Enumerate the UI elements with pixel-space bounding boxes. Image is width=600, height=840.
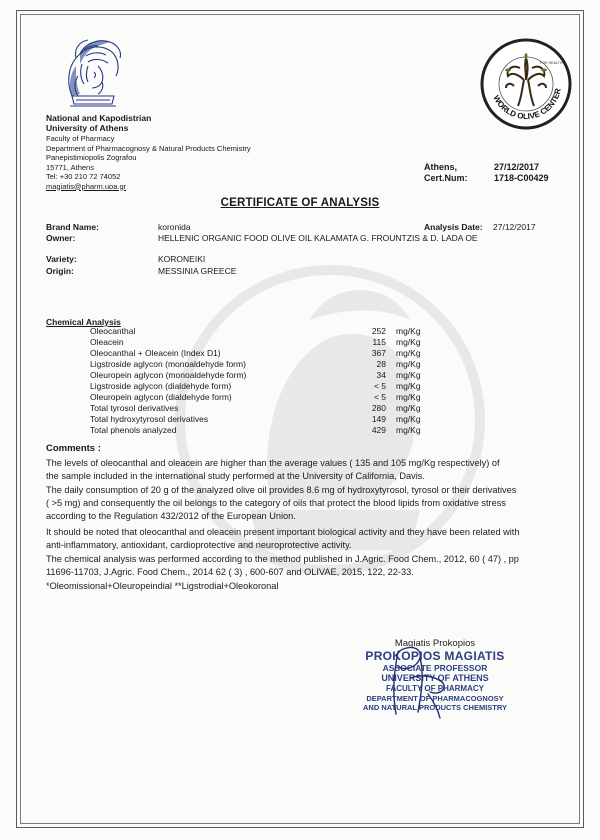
university-name-line2: University of Athens xyxy=(46,123,129,133)
signer-university: UNIVERSITY OF ATHENS xyxy=(381,673,489,683)
certificate-date: 27/12/2017 xyxy=(494,162,540,172)
seal-top-text: FOR HEALTH xyxy=(540,61,563,65)
cert-num-label: Cert.Num: xyxy=(424,173,468,183)
compound-value: 34 xyxy=(376,370,386,380)
cert-num-value: 1718-C00429 xyxy=(494,173,549,183)
chemical-analysis-heading: Chemical Analysis xyxy=(46,317,121,327)
certificate-title: CERTIFICATE OF ANALYSIS xyxy=(220,197,380,209)
signer-title: ASSOCIATE PROFESSOR xyxy=(382,663,488,673)
compound-unit: mg/Kg xyxy=(396,392,421,402)
compound-value: 367 xyxy=(371,348,386,358)
compound-unit: mg/Kg xyxy=(396,381,421,391)
signer-name: PROKOPIOS MAGIATIS xyxy=(365,649,505,663)
comment-line: The levels of oleocanthal and oleacein are higher than the average values ( 135 and 105 mg/Kg respectively) of xyxy=(46,458,500,468)
address-line2: 15771, Athens xyxy=(46,162,94,172)
compound-unit: mg/Kg xyxy=(396,425,421,435)
analysis-date-label: Analysis Date: xyxy=(424,222,483,232)
compound-name: Total hydroxytyrosol derivatives xyxy=(90,414,209,424)
seal-ring-text: WORLD OLIVE CENTER xyxy=(491,87,563,122)
compound-unit: mg/Kg xyxy=(396,326,421,336)
comments-heading: Comments : xyxy=(46,443,101,454)
compound-value: < 5 xyxy=(373,381,386,391)
university-name-line1: National and Kapodistrian xyxy=(46,113,152,123)
compound-value: < 5 xyxy=(373,392,386,402)
compound-name: Oleuropein aglycon (monoaldehyde form) xyxy=(90,370,247,380)
compound-name: Total tyrosol derivatives xyxy=(90,403,179,413)
compound-unit: mg/Kg xyxy=(396,348,421,358)
compound-name: Ligstroside aglycon (monoaldehyde form) xyxy=(90,359,246,369)
compound-value: 149 xyxy=(371,414,386,424)
department-text: Department of Pharmacognosy & Natural Products Chemistry xyxy=(46,143,251,153)
compound-unit: mg/Kg xyxy=(396,403,421,413)
compound-value: 28 xyxy=(376,359,386,369)
comment-line: 11696-11703, J.Agric. Food Chem., 2014 62 ( 3) , 600-607 and OLIVAE, 2015, 122, 22-33. xyxy=(46,567,414,577)
faculty-text: Faculty of Pharmacy xyxy=(46,134,115,143)
address-line1: Panepistimiopolis Zografou xyxy=(46,153,137,162)
compound-unit: mg/Kg xyxy=(396,370,421,380)
comment-footnote: *Oleomissional+Oleuropeindial **Ligstrodial+Oleokoronal xyxy=(46,581,279,591)
compound-name: Ligstroside aglycon (dialdehyde form) xyxy=(90,381,232,391)
brand-name-label: Brand Name: xyxy=(46,222,99,232)
brand-name-value: koronida xyxy=(158,222,191,232)
compound-name: Oleocanthal xyxy=(90,326,136,336)
comment-line: The daily consumption of 20 g of the analyzed olive oil provides 8.6 mg of hydroxytyrosol, tyrosol or their derivatives xyxy=(46,485,517,495)
compound-value: 115 xyxy=(372,337,386,347)
compound-name: Oleuropein aglycon (dialdehyde form) xyxy=(90,392,232,402)
origin-value: MESSINIA GREECE xyxy=(158,266,237,276)
comment-line: ( >5 mg) and consequently the oil belongs to the category of oils that protect the blood lipids from oxidative stress xyxy=(46,498,506,508)
compound-name: Oleocanthal + Oleacein (Index D1) xyxy=(90,348,221,358)
owner-value: HELLENIC ORGANIC FOOD OLIVE OIL KALAMATA G. FROUNTZIS & D. LADA OE xyxy=(158,233,478,243)
compound-unit: mg/Kg xyxy=(396,414,421,424)
compound-value: 429 xyxy=(371,425,386,435)
variety-label: Variety: xyxy=(46,254,77,264)
owner-label: Owner: xyxy=(46,233,76,243)
compound-name: Oleacein xyxy=(90,337,124,347)
handwritten-signature xyxy=(368,632,478,722)
email-link[interactable]: magiatis@pharm.uoa.gr xyxy=(46,181,127,191)
city-label: Athens, xyxy=(424,162,458,172)
signer-faculty: FACULTY OF PHARMACY xyxy=(386,684,484,693)
variety-value: KORONEIKI xyxy=(158,254,206,264)
compound-unit: mg/Kg xyxy=(396,337,421,347)
signer-department-line2: AND NATURAL PRODUCTS CHEMISTRY xyxy=(362,703,508,712)
compound-value: 252 xyxy=(371,326,386,336)
comment-line: according to the Regulation 432/2012 of the European Union. xyxy=(46,511,296,521)
comment-line: It should be noted that oleocanthal and oleacein present important biological activity and they have been related with xyxy=(46,527,520,537)
compound-unit: mg/Kg xyxy=(396,359,421,369)
comment-line: The chemical analysis was performed according to the method published in J.Agric. Food Chem., 2012, 60 ( 47) , pp xyxy=(46,554,519,564)
analysis-date-value: 27/12/2017 xyxy=(493,222,536,232)
origin-label: Origin: xyxy=(46,266,74,276)
world-olive-center-seal xyxy=(478,36,574,132)
comment-line: anti-inflammatory, antioxidant, cardioprotective and neuroprotective activity. xyxy=(46,540,352,550)
signer-name-small: Magiatis Prokopios xyxy=(394,638,476,649)
university-logo xyxy=(58,36,128,112)
compound-name: Total phenols analyzed xyxy=(90,425,177,435)
telephone-text: Tel: +30 210 72 74052 xyxy=(46,172,121,181)
comment-line: the sample included in the international study performed at the University of California, Davis. xyxy=(46,471,425,481)
signer-department-line1: DEPARTMENT OF PHARMACOGNOSY xyxy=(366,694,504,703)
compound-value: 280 xyxy=(371,403,386,413)
